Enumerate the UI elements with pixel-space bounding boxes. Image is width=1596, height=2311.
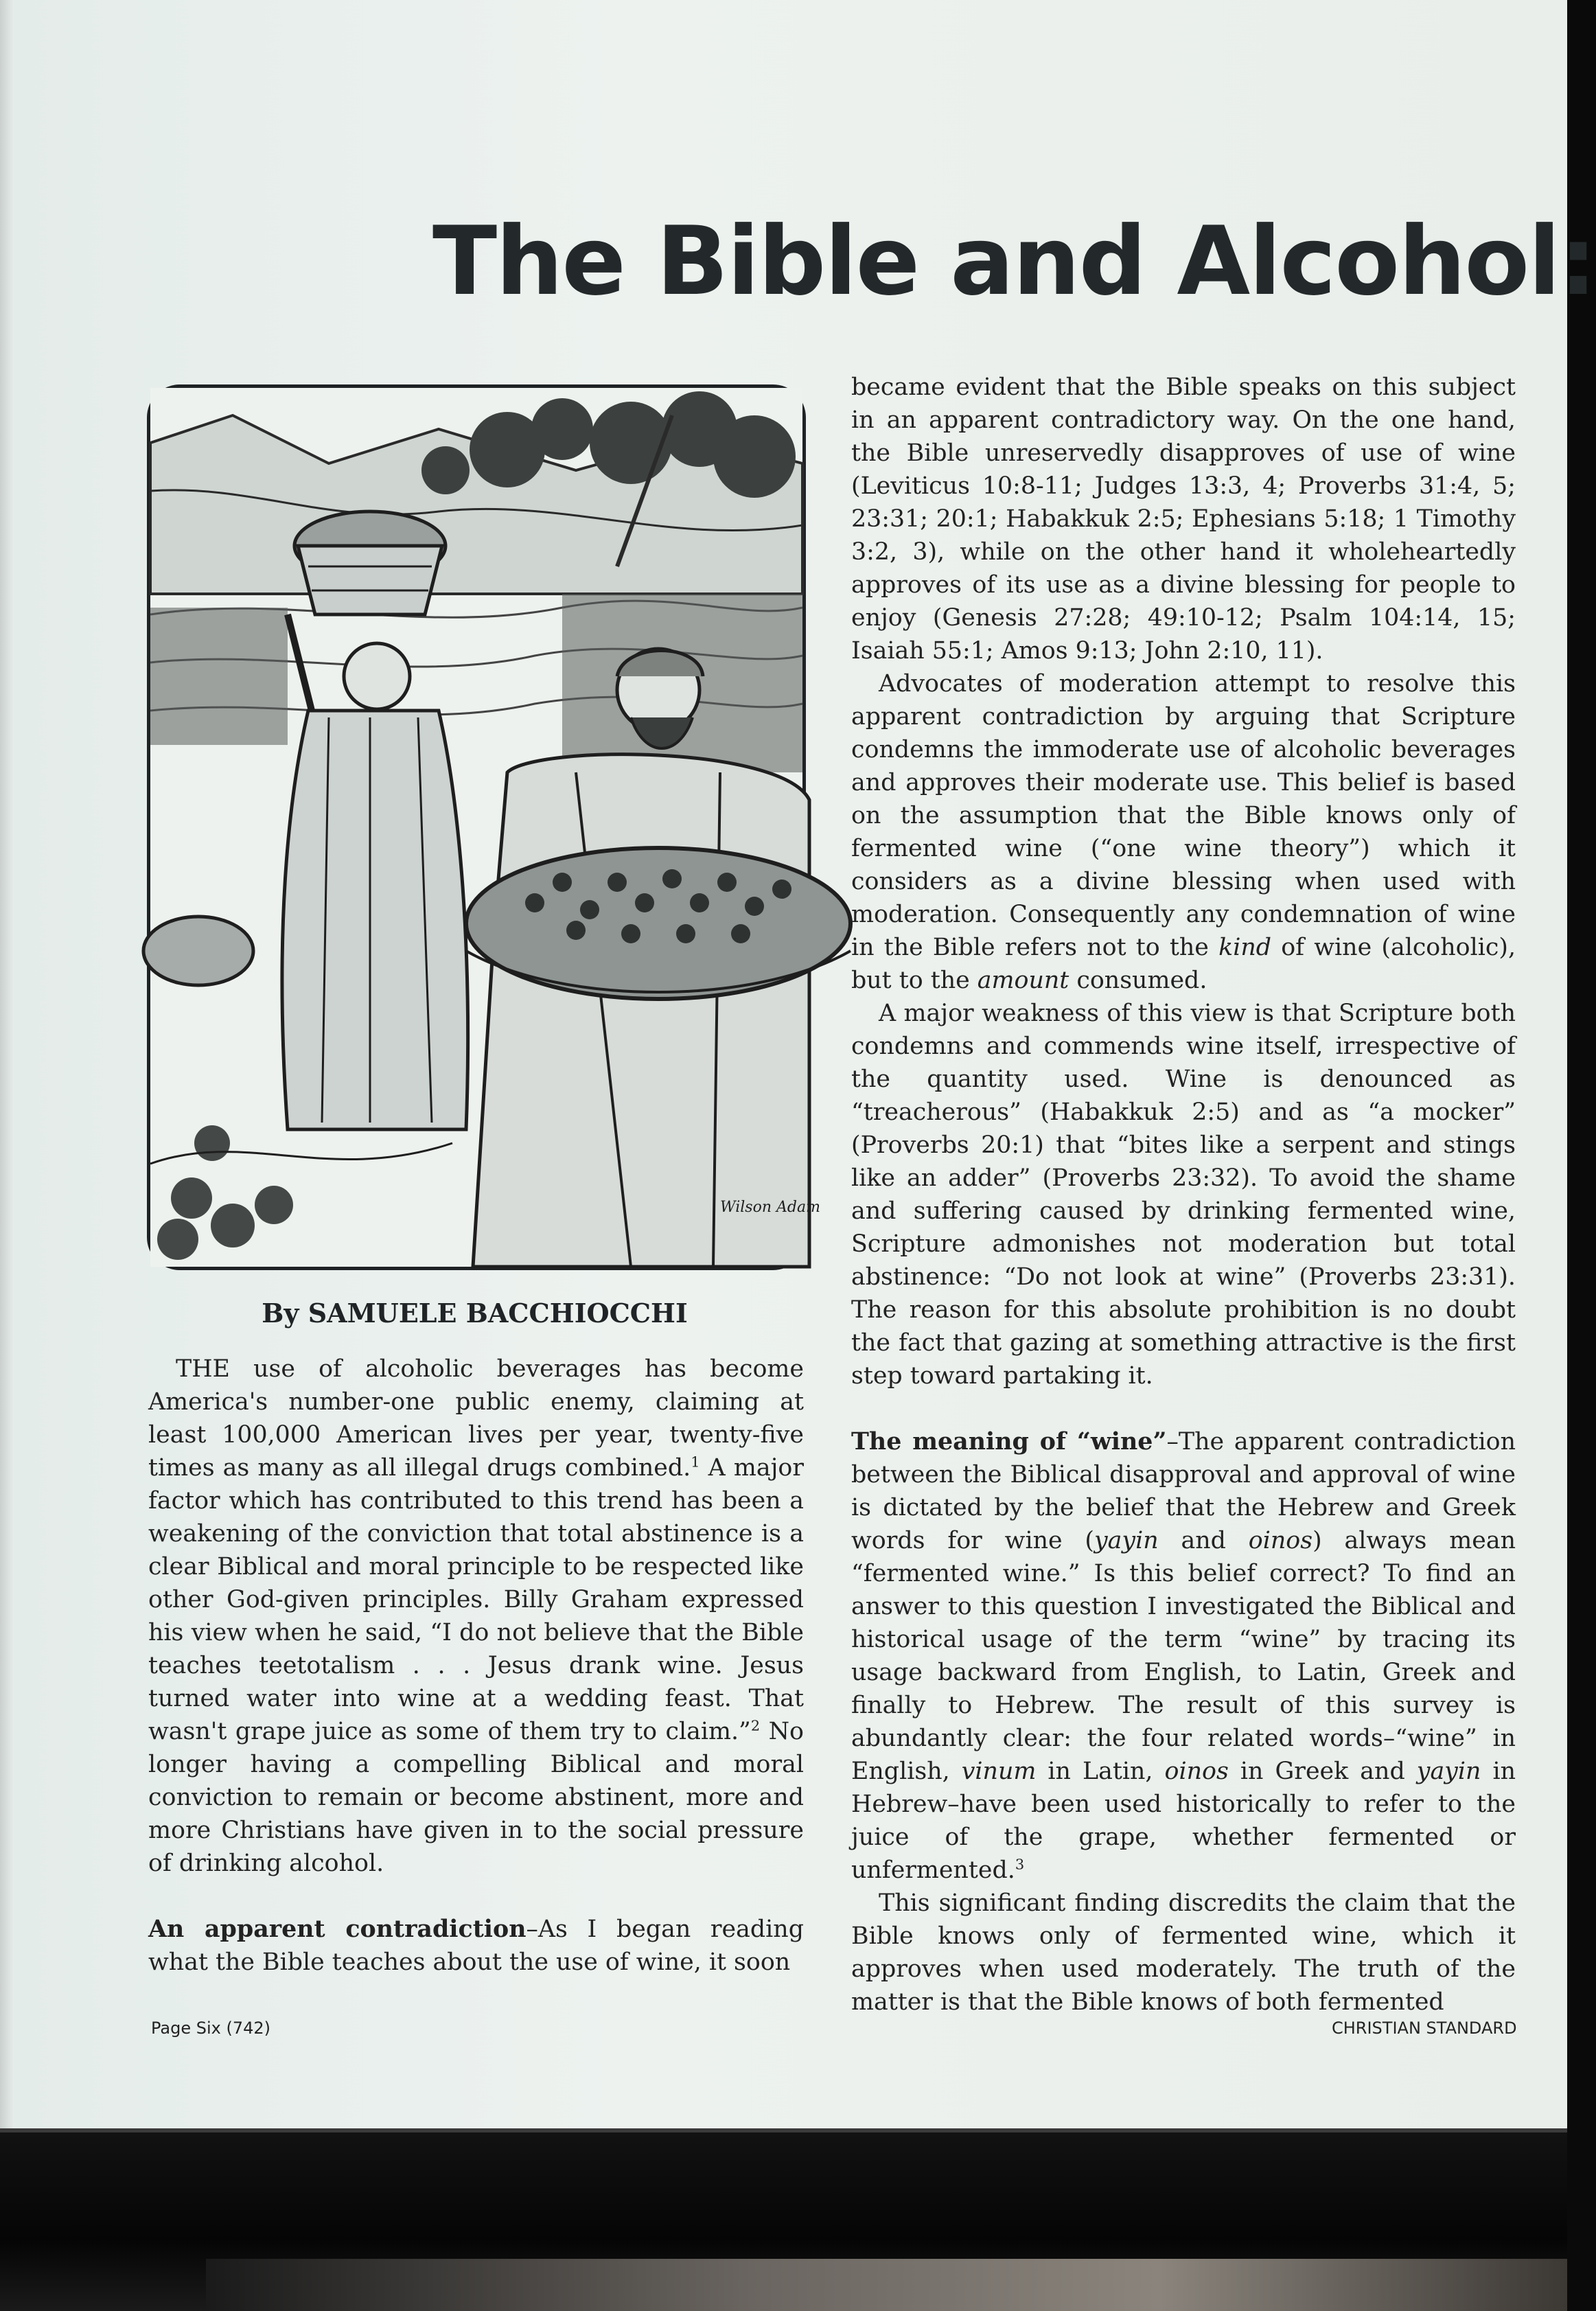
publication-name: CHRISTIAN STANDARD — [1332, 2019, 1517, 2038]
right-column — [851, 371, 1516, 2019]
emphasis-amount: amount — [977, 967, 1069, 994]
text-segment: and — [1158, 1527, 1249, 1554]
text-segment: ) always mean “fermented wine.” Is this belief correct? To find an answer to this question I investigated the Biblical and historical usage of the term “wine” by tracing its usage backward from English, to Latin, Greek and finally to Hebrew. The result of this survey is abundantly clear: the four related words–“wine” in English, — [851, 1527, 1516, 1785]
text-segment: THE use of alcoholic beverages has become America's number-one public enemy, claiming at least 100,000 American lives per year, twenty-five times as many as all illegal drugs combined. — [148, 1355, 804, 1482]
article-title: The Bible and Alcohol: — [432, 206, 1596, 317]
intro-paragraph — [148, 1353, 804, 1880]
illustration-drawing — [150, 388, 820, 1267]
text-segment: –The apparent contradiction between the Biblical disapproval and approval of wine is dictated by the belief that the Hebrew and Greek words for wine ( — [851, 1428, 1516, 1554]
finding-paragraph: This significant finding discredits the claim that the Bible knows only of fermented wine, which it approves when used moderately. The truth of the matter is that the Bible knows of both fermented — [851, 1889, 1516, 2016]
emphasis-kind: kind — [1218, 934, 1272, 961]
illustration-signature: Wilson Adam — [720, 1199, 820, 1216]
text-segment: in Hebrew–have been used historically to refer to the juice of the grape, whether fermented or unfermented. — [851, 1758, 1516, 1884]
term-oinos: oinos — [1164, 1758, 1229, 1785]
text-segment: consumed. — [1069, 967, 1207, 994]
section-heading-contradiction: An apparent contradiction — [148, 1915, 527, 1943]
text-segment: –As I began reading what the Bible teaches about the use of wine, it soon — [148, 1916, 804, 1976]
footnote-ref-2: 2 — [750, 1717, 761, 1734]
term-yayin: yayin — [1416, 1758, 1481, 1785]
contradiction-paragraph — [148, 1913, 804, 1979]
text-segment: A major factor which has contributed to this trend has been a weakening of the conviction that total abstinence is a clear Biblical and moral principle to be respected like other God-given principles. Billy Graham expressed his view when he said, “I do not believe that the Bible teaches teetotalism . . . Jesus drank wine. Jesus turned water into wine at a wedding feast. That wasn't grape juice as some of them try to claim.” — [148, 1454, 804, 1745]
moderation-paragraph — [851, 667, 1516, 997]
footnote-ref-1: 1 — [691, 1453, 700, 1471]
left-column — [148, 1353, 804, 1979]
term-yayin: yayin — [1094, 1527, 1159, 1554]
text-segment: Advocates of moderation attempt to resolve this apparent contradiction by arguing that Scripture condemns the immoderate use of alcoholic beverages and approves their moderate use. This belief is based on the assumption that the Bible knows only of fermented wine (“one wine theory”) which it considers as a divine blessing when used with moderation. Consequently any condemnation of wine in the Bible refers not to the — [851, 670, 1516, 961]
page-fold-shadow — [0, 0, 14, 2128]
text-segment: of wine (alcoholic), but to the — [851, 934, 1516, 994]
text-segment: in Greek and — [1228, 1758, 1417, 1785]
text-segment: in Latin, — [1036, 1758, 1165, 1785]
article-byline: By SAMUELE BACCHIOCCHI — [262, 1298, 688, 1329]
page-number: Page Six (742) — [151, 2019, 270, 2038]
contradiction-continued: became evident that the Bible speaks on this subject in an apparent contradictory way. On the one hand, the Bible unreservedly disapproves of use of wine (Leviticus 10:8-11; Judges 13:3, 4; Proverbs 31:4, 5; 23:31; 20:1; Habakkuk 2:5; Ephesians 5:18; 1 Timothy 3:2, 3), while on the other hand it wholeheartedly approves of its use as a divine blessing for people to enjoy (Genesis 27:28; 49:10-12; Psalm 104:14, 15; Isaiah 55:1; Amos 9:13; John 2:10, 11). — [851, 373, 1516, 665]
section-heading-meaning: The meaning of “wine” — [851, 1427, 1167, 1456]
term-oinos: oinos — [1248, 1527, 1313, 1554]
vineyard-illustration — [147, 384, 820, 1270]
meaning-paragraph — [851, 1425, 1516, 1887]
background-edge — [206, 2259, 1567, 2311]
term-vinum: vinum — [961, 1758, 1037, 1785]
weakness-paragraph: A major weakness of this view is that Scripture both condemns and commends wine itself, irrespective of the quantity used. Wine is denounced as “treacherous” (Habakkuk 2:5) and as “a mocker” (Proverbs 20:1) that “bites like a serpent and stings like an adder” (Proverbs 23:32). To avoid the shame and suffering caused by drinking fermented wine, Scripture admonishes not moderation but total abstinence: “Do not look at wine” (Proverbs 23:31). The reason for this absolute prohibition is no doubt the fact that gazing at something attractive is the first step toward partaking it. — [851, 1000, 1516, 1390]
text-segment: No longer having a compelling Biblical and moral conviction to remain or become abstinent, more and more Christians have given in to the social pressure of drinking alcohol. — [148, 1718, 804, 1877]
footnote-ref-3: 3 — [1015, 1856, 1025, 1873]
